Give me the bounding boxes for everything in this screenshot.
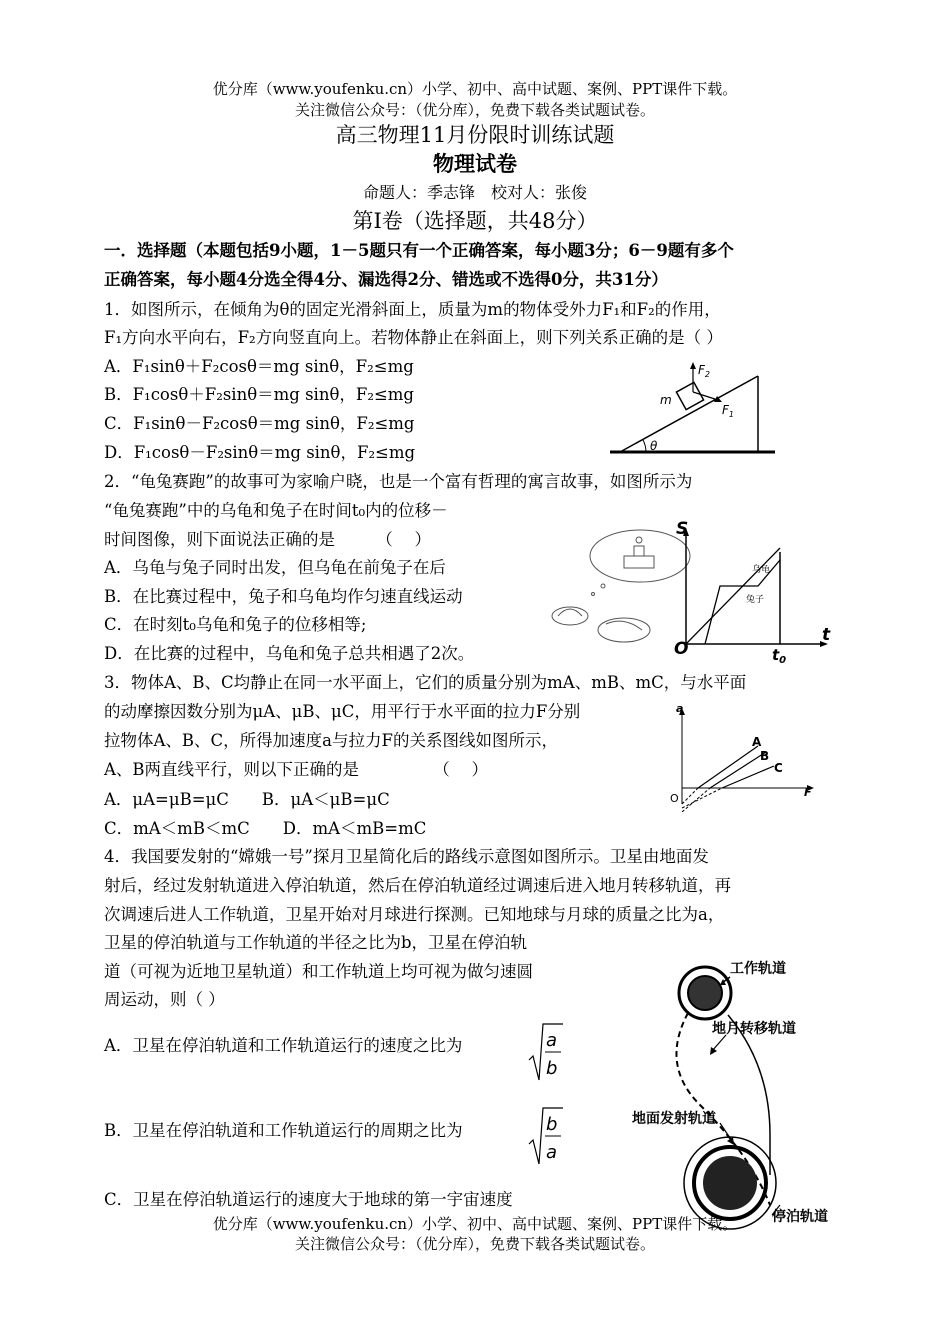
q1-option-d: D．F₁cosθ－F₂sinθ＝mg sinθ，F₂≤mg xyxy=(104,443,416,462)
q1-incline-figure xyxy=(610,352,785,462)
tortoise-line xyxy=(686,548,780,644)
q3-stem-4: A、B两直线平行，则以下正确的是 （ ） xyxy=(104,760,489,779)
exam-subtitle: 物理试卷 xyxy=(433,151,517,176)
q2-stem-3: 时间图像，则下面说法正确的是 （ ） xyxy=(104,530,431,549)
instructions-line-2: 正确答案，每小题4分选全得4分、漏选得2分、错选或不选得0分，共31分） xyxy=(104,270,668,289)
sqrt-b-den: a xyxy=(546,1142,558,1163)
sqrt-a-num: a xyxy=(546,1030,558,1051)
header-line-2: 关注微信公众号：（优分库），免费下载各类试题试卷。 xyxy=(294,101,655,119)
footer-line-2: 关注微信公众号：（优分库），免费下载各类试题试卷。 xyxy=(294,1235,655,1253)
sqrt-b-num: b xyxy=(546,1114,558,1135)
authors: 命题人：季志锋 校对人：张俊 xyxy=(362,183,587,202)
q1-option-a: A．F₁sinθ＋F₂cosθ＝mg sinθ，F₂≤mg xyxy=(104,357,414,376)
q4-a-sqrt xyxy=(527,1020,563,1086)
origin-label: O xyxy=(670,792,679,805)
q2-option-c: C．在时刻t₀乌龟和兔子的位移相等; xyxy=(104,615,367,634)
q3-stem-3: 拉物体A、B、C，所得加速度a与拉力F的关系图线如图所示， xyxy=(104,731,558,750)
q2-race-figure xyxy=(548,512,838,664)
q4-stem-6: 周运动，则（ ） xyxy=(104,990,225,1009)
q4-stem-2: 射后，经过发射轨道进入停泊轨道，然后在停泊轨道经过调速后进入地月转移轨道，再 xyxy=(104,876,731,895)
park-orbit-label: 停泊轨道 xyxy=(772,1209,828,1225)
f1-label: $F_1$ xyxy=(722,403,734,419)
launch-orbit-label: 地面发射轨道 xyxy=(632,1111,716,1127)
label-c: C xyxy=(774,761,783,775)
podium-icon xyxy=(624,556,654,568)
sqrt-a-den: b xyxy=(546,1058,558,1079)
q1-option-c: C．F₁sinθ－F₂cosθ＝mg sinθ，F₂≤mg xyxy=(104,414,415,433)
transfer-orbit-label: 地月转移轨道 xyxy=(712,1021,796,1037)
q4-b-sqrt xyxy=(527,1104,563,1170)
earth xyxy=(703,1156,757,1210)
q3-stem-1: 3．物体A、B、C均静止在同一水平面上，它们的质量分别为mA、mB、mC，与水平面 xyxy=(104,673,747,692)
q3-options-ab: A．μA=μB=μC B．μA＜μB=μC xyxy=(104,790,390,809)
q2-option-b: B．在比赛过程中，兔子和乌龟均作匀速直线运动 xyxy=(104,587,463,606)
q1-option-b: B．F₁cosθ＋F₂sinθ＝mg sinθ，F₂≤mg xyxy=(104,385,414,404)
rabbit-label: 兔子 xyxy=(746,595,765,605)
s-label: S xyxy=(676,519,689,539)
q1-stem-2: F₁方向水平向右，F₂方向竖直向上。若物体静止在斜面上，则下列关系正确的是（ ） xyxy=(104,328,723,347)
line-a xyxy=(698,746,758,788)
header-line-1: 优分库（www.youfenku.cn）小学、初中、高中试题、案例、PPT课件下载。 xyxy=(212,80,738,98)
t0-label: $t_0$ xyxy=(772,646,787,664)
theta-label: θ xyxy=(650,439,658,453)
f2-label: $F_2$ xyxy=(698,363,710,379)
q4-stem-5: 道（可视为近地卫星轨道）和工作轨道上均可视为做匀速圆 xyxy=(104,962,533,981)
q2-option-d: D．在比赛的过程中，乌龟和兔子总共相遇了2次。 xyxy=(104,644,475,663)
q2-option-a: A．乌龟与兔子同时出发，但乌龟在前兔子在后 xyxy=(104,558,446,577)
f-label: F xyxy=(804,786,812,799)
q4-stem-1: 4．我国要发射的“嫦娥一号”探月卫星简化后的路线示意图如图所示。卫星由地面发 xyxy=(104,847,709,866)
work-orbit-label: 工作轨道 xyxy=(730,961,786,977)
line-c xyxy=(722,766,774,788)
q2-stem-2: “龟兔赛跑”中的乌龟和兔子在时间t₀内的位移－ xyxy=(104,501,448,520)
q2-stem-1: 2．“龟兔赛跑”的故事可为家喻户晓，也是一个富有哲理的寓言故事，如图所示为 xyxy=(104,472,693,491)
t-label: t xyxy=(822,625,831,645)
q4-orbit-figure xyxy=(620,955,850,1235)
exam-title: 高三物理11月份限时训练试题 xyxy=(335,123,615,147)
line-b xyxy=(710,752,766,788)
q4-option-a: A．卫星在停泊轨道和工作轨道运行的速度之比为 xyxy=(104,1036,463,1055)
tortoise-icon xyxy=(552,607,588,625)
instructions-line-1: 一．选择题（本题包括9小题，1－5题只有一个正确答案，每小题3分；6－9题有多个 xyxy=(104,241,734,260)
block xyxy=(676,382,703,409)
q1-stem-1: 1．如图所示，在倾角为θ的固定光滑斜面上，质量为m的物体受外力F₁和F₂的作用， xyxy=(104,300,721,319)
q4-option-c: C．卫星在停泊轨道运行的速度大于地球的第一宇宙速度 xyxy=(104,1190,513,1209)
footer-line-1: 优分库（www.youfenku.cn）小学、初中、高中试题、案例、PPT课件下载。 xyxy=(212,1215,738,1233)
a-label: a xyxy=(676,702,684,715)
q3-aF-figure xyxy=(660,700,820,812)
q3-options-cd: C．mA＜mB＜mC D．mA＜mB=mC xyxy=(104,819,427,838)
moon xyxy=(688,976,722,1010)
origin-label: O xyxy=(674,639,689,659)
q4-option-b: B．卫星在停泊轨道和工作轨道运行的周期之比为 xyxy=(104,1121,463,1140)
q3-stem-2: 的动摩擦因数分别为μA、μB、μC，用平行于水平面的拉力F分别 xyxy=(104,702,581,721)
label-b: B xyxy=(760,749,770,763)
q4-stem-4: 卫星的停泊轨道与工作轨道的半径之比为b，卫星在停泊轨 xyxy=(104,933,528,952)
tortoise-label: 乌龟 xyxy=(752,565,771,575)
q4-stem-3: 次调速后进人工作轨道，卫星开始对月球进行探测。已知地球与月球的质量之比为a， xyxy=(104,905,725,924)
section-title: 第I卷（选择题，共48分） xyxy=(352,209,598,233)
m-label: m xyxy=(660,393,672,407)
label-a: A xyxy=(752,735,762,749)
